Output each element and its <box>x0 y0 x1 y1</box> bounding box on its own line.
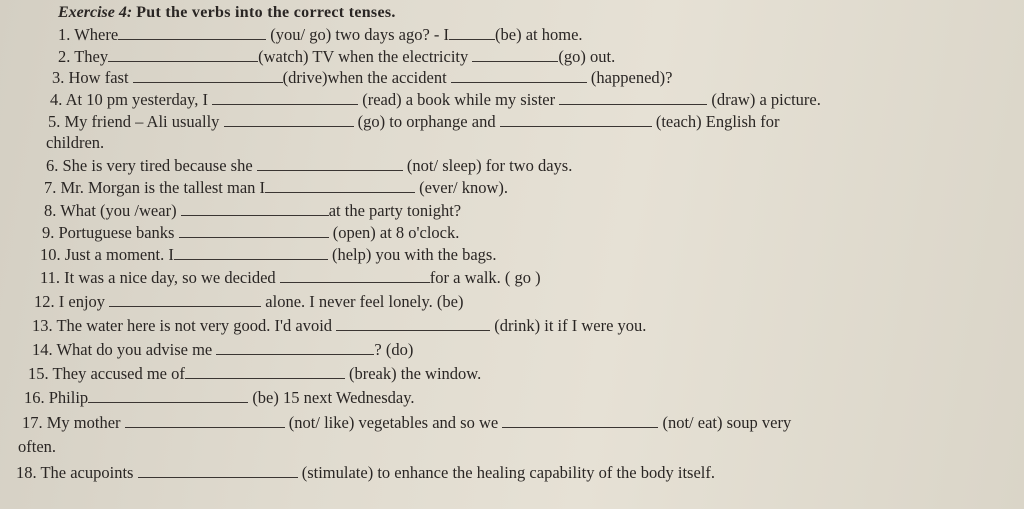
exercise-item-17-continued: often. <box>18 437 57 456</box>
answer-blank[interactable] <box>118 25 266 40</box>
answer-blank[interactable] <box>502 413 658 428</box>
exercise-instruction: Put the verbs into the correct tenses. <box>136 4 396 21</box>
answer-blank[interactable] <box>138 463 298 478</box>
answer-blank[interactable] <box>224 112 354 127</box>
answer-blank[interactable] <box>181 201 329 216</box>
answer-blank[interactable] <box>212 90 358 105</box>
exercise-item-16: 16. Philip (be) 15 next Wednesday. <box>24 388 415 407</box>
exercise-item-3: 3. How fast (drive)when the accident (happened)? <box>52 68 673 87</box>
answer-blank[interactable] <box>500 112 652 127</box>
answer-blank[interactable] <box>472 47 558 62</box>
answer-blank[interactable] <box>185 364 345 379</box>
answer-blank[interactable] <box>216 340 374 355</box>
exercise-item-9: 9. Portuguese banks (open) at 8 o'clock. <box>42 223 460 242</box>
answer-blank[interactable] <box>265 178 415 193</box>
answer-blank[interactable] <box>280 268 430 283</box>
exercise-item-14: 14. What do you advise me ? (do) <box>32 340 414 359</box>
exercise-item-11: 11. It was a nice day, so we decided for a walk. ( go ) <box>40 268 541 287</box>
exercise-item-10: 10. Just a moment. I (help) you with the bags. <box>40 245 497 264</box>
answer-blank[interactable] <box>451 68 587 83</box>
answer-blank[interactable] <box>88 388 248 403</box>
exercise-item-15: 15. They accused me of (break) the window. <box>28 364 482 383</box>
exercise-item-5-continued: children. <box>46 133 105 152</box>
answer-blank[interactable] <box>108 47 258 62</box>
exercise-item-5: 5. My friend – Ali usually (go) to orphange and (teach) English for <box>48 112 780 131</box>
exercise-item-7: 7. Mr. Morgan is the tallest man I (ever/ know). <box>44 178 509 197</box>
answer-blank[interactable] <box>174 245 328 260</box>
exercise-title <box>58 4 396 22</box>
exercise-label: Exercise 4: <box>58 4 133 21</box>
answer-blank[interactable] <box>109 292 261 307</box>
exercise-item-13: 13. The water here is not very good. I'd avoid (drink) it if I were you. <box>32 316 647 335</box>
exercise-item-18: 18. The acupoints (stimulate) to enhance the healing capability of the body itself. <box>16 463 716 482</box>
exercise-item-2: 2. They (watch) TV when the electricity (go) out. <box>58 47 616 66</box>
exercise-item-4: 4. At 10 pm yesterday, I (read) a book while my sister (draw) a picture. <box>50 90 821 109</box>
answer-blank[interactable] <box>125 413 285 428</box>
exercise-item-8: 8. What (you /wear) at the party tonight? <box>44 201 462 220</box>
answer-blank[interactable] <box>179 223 329 238</box>
answer-blank[interactable] <box>257 156 403 171</box>
exercise-item-6: 6. She is very tired because she (not/ sleep) for two days. <box>46 156 573 175</box>
answer-blank[interactable] <box>449 25 495 40</box>
exercise-item-12: 12. I enjoy alone. I never feel lonely. (be) <box>34 292 464 311</box>
answer-blank[interactable] <box>133 68 283 83</box>
exercise-item-1: 1. Where (you/ go) two days ago? - I (be) at home. <box>58 25 583 44</box>
exercise-item-17: 17. My mother (not/ like) vegetables and so we (not/ eat) soup very <box>22 413 792 432</box>
answer-blank[interactable] <box>336 316 490 331</box>
answer-blank[interactable] <box>559 90 707 105</box>
